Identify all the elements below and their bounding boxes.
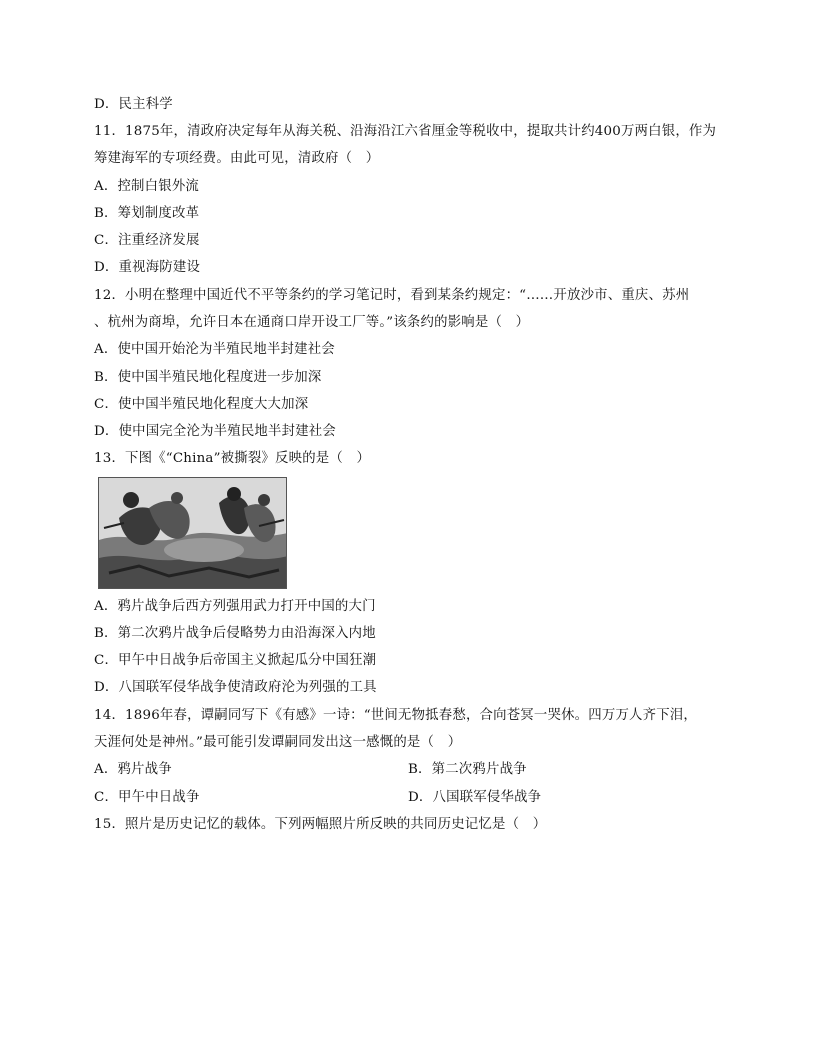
q14-option-a: A．鸦片战争 bbox=[94, 762, 172, 777]
q11-option-c: C．注重经济发展 bbox=[94, 233, 200, 248]
q12-option-c: C．使中国半殖民地化程度大大加深 bbox=[94, 397, 309, 412]
q13-option-a: A．鸦片战争后西方列强用武力打开中国的大门 bbox=[94, 599, 376, 614]
q13-option-c: C．甲午中日战争后帝国主义掀起瓜分中国狂潮 bbox=[94, 653, 377, 668]
q14-option-d: D．八国联军侵华战争 bbox=[408, 790, 542, 805]
q14-option-b: B．第二次鸦片战争 bbox=[408, 762, 527, 777]
q11-stem-line2: 筹建海军的专项经费。由此可见，清政府（ ） bbox=[94, 151, 380, 166]
q11-stem-line1: 11．1875年，清政府决定每年从海关税、沿海沿江六省厘金等税收中，提取共计约400万两白银，作为 bbox=[94, 124, 717, 139]
q10-option-d: D．民主科学 bbox=[94, 97, 173, 112]
q11-option-d: D．重视海防建设 bbox=[94, 260, 201, 275]
q11-option-b: B．筹划制度改革 bbox=[94, 206, 200, 221]
q12-option-b: B．使中国半殖民地化程度进一步加深 bbox=[94, 370, 322, 385]
q13-option-b: B．第二次鸦片战争后侵略势力由沿海深入内地 bbox=[94, 626, 376, 641]
q11-option-a: A．控制白银外流 bbox=[94, 179, 200, 194]
q12-option-d: D．使中国完全沦为半殖民地半封建社会 bbox=[94, 424, 336, 439]
q13-stem: 13．下图《“China”被撕裂》反映的是（ ） bbox=[94, 451, 371, 466]
q13-option-d: D．八国联军侵华战争使清政府沦为列强的工具 bbox=[94, 680, 377, 695]
q14-stem-line1: 14．1896年春，谭嗣同写下《有感》一诗：“世间无物抵春愁，合向苍冥一哭休。四万万人齐下泪， bbox=[94, 708, 697, 723]
q14-option-c: C．甲午中日战争 bbox=[94, 790, 200, 805]
q15-stem: 15．照片是历史记忆的载体。下列两幅照片所反映的共同历史记忆是（ ） bbox=[94, 817, 547, 832]
cartoon-illustration bbox=[99, 478, 287, 589]
q12-stem-line1: 12．小明在整理中国近代不平等条约的学习笔记时，看到某条约规定：“……开放沙市、重庆、苏州 bbox=[94, 288, 690, 303]
q12-option-a: A．使中国开始沦为半殖民地半封建社会 bbox=[94, 342, 335, 357]
q13-cartoon-image bbox=[98, 477, 287, 589]
q12-stem-line2: 、杭州为商埠，允许日本在通商口岸开设工厂等。”该条约的影响是（ ） bbox=[94, 315, 530, 330]
q14-stem-line2: 天涯何处是神州。”最可能引发谭嗣同发出这一感慨的是（ ） bbox=[94, 735, 462, 750]
